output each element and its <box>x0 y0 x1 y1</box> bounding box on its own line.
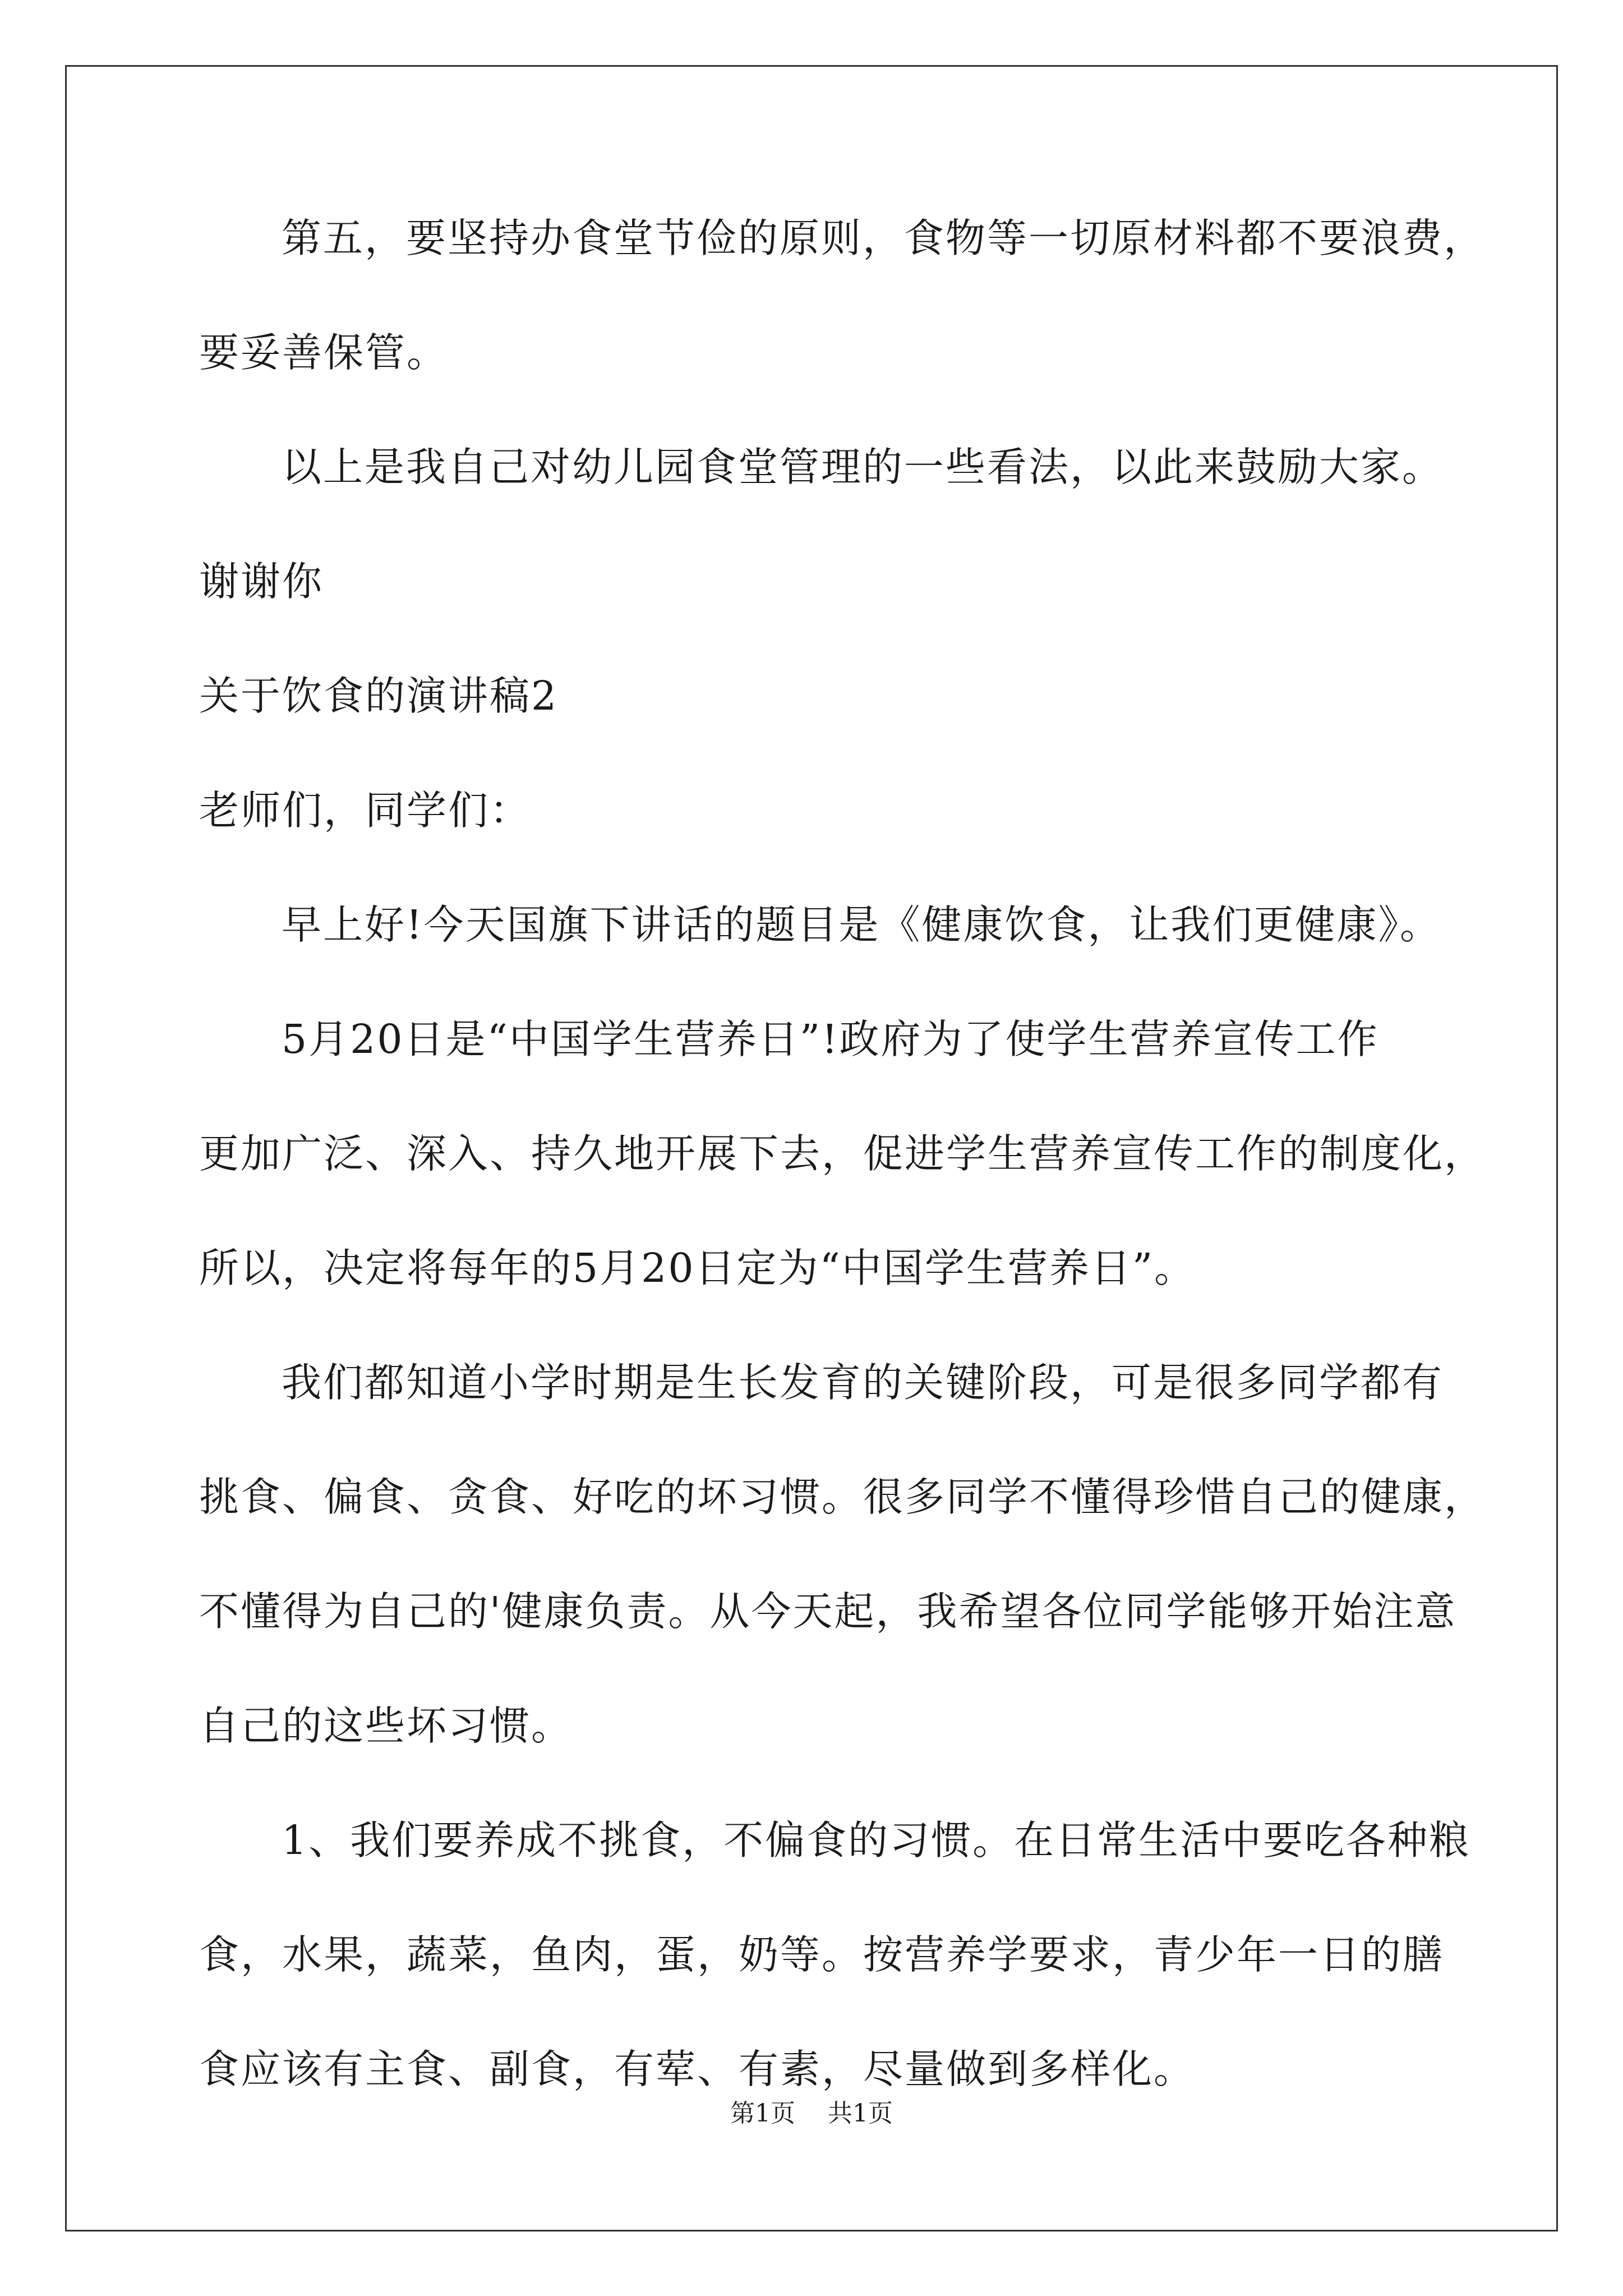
text-line: 食，水果，蔬菜，鱼肉，蛋，奶等。按营养学要求，青少年一日的膳 <box>199 1931 1445 1978</box>
page-number-total: 共1页 <box>828 2099 893 2128</box>
text-line: 1、我们要养成不挑食，不偏食的习惯。在日常生活中要吃各种粮 <box>282 1817 1471 1864</box>
text-line: 食应该有主食、副食，有荤、有素，尽量做到多样化。 <box>199 2046 1196 2092</box>
text-line: 所以，决定将每年的5月20日定为“中国学生营养日”。 <box>199 1245 1196 1291</box>
text-line: 更加广泛、深入、持久地开展下去，促进学生营养宣传工作的制度化， <box>199 1130 1486 1177</box>
text-line: 以上是我自己对幼儿园食堂管理的一些看法，以此来鼓励大家。 <box>282 444 1444 490</box>
text-line: 早上好!今天国旗下讲话的题目是《健康饮食，让我们更健康》。 <box>282 901 1442 948</box>
text-line: 5月20日是“中国学生营养日”!政府为了使学生营养宣传工作 <box>282 1016 1379 1062</box>
page-number-current: 第1页 <box>730 2099 795 2128</box>
text-line: 我们都知道小学时期是生长发育的关键阶段，可是很多同学都有 <box>282 1359 1444 1406</box>
text-line: 要妥善保管。 <box>199 329 449 376</box>
document-body <box>199 210 1486 2156</box>
page-footer <box>0 2097 1623 2131</box>
salutation: 老师们，同学们： <box>199 787 532 834</box>
text-line: 挑食、偏食、贪食、好吃的坏习惯。很多同学不懂得珍惜自己的健康， <box>199 1474 1486 1520</box>
text-line: 谢谢你 <box>199 558 324 605</box>
text-line: 自己的这些坏习惯。 <box>199 1703 573 1749</box>
text-line: 第五，要坚持办食堂节俭的原则，食物等一切原材料都不要浪费， <box>282 215 1486 261</box>
section-heading: 关于饮食的演讲稿2 <box>199 673 559 719</box>
text-line: 不懂得为自己的'健康负责。从今天起，我希望各位同学能够开始注意 <box>199 1588 1457 1635</box>
